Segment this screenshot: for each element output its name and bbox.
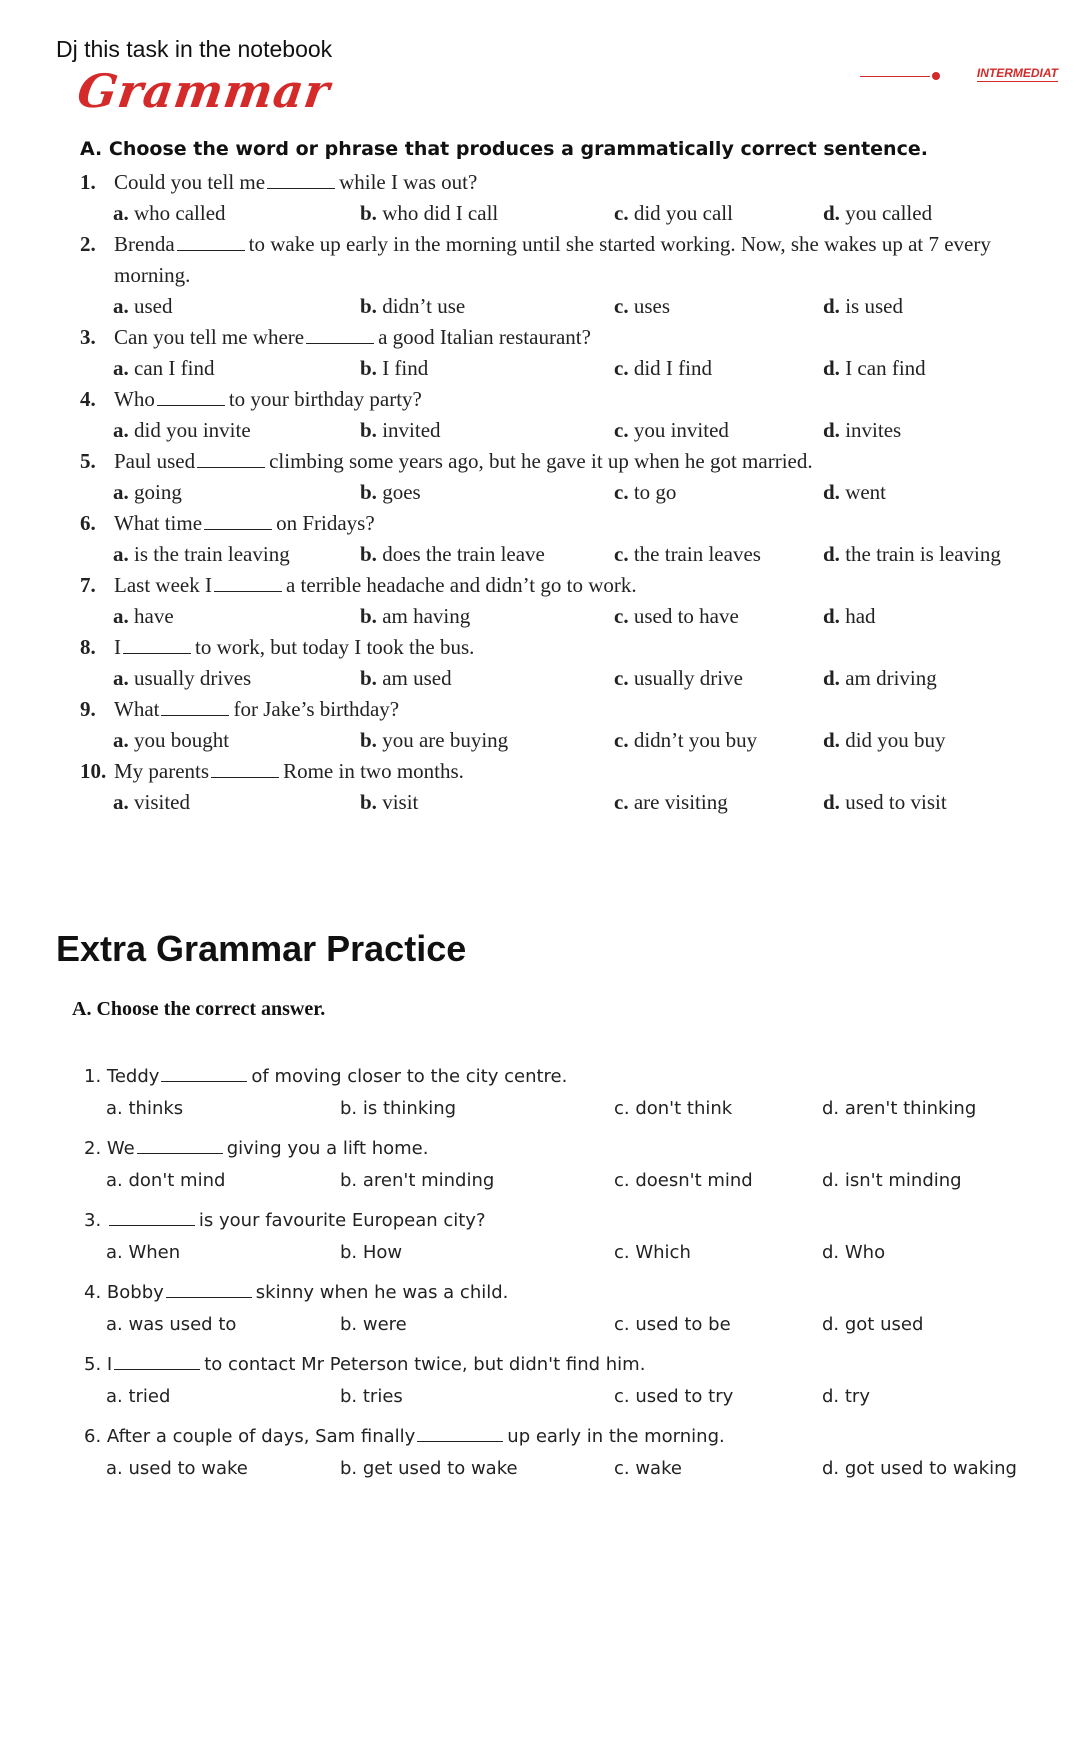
option-text: I can find <box>845 356 926 380</box>
answer-option <box>614 418 729 443</box>
option-letter: b. <box>360 418 383 442</box>
question-text-before: Could you tell me <box>114 170 266 194</box>
answer-option <box>614 604 739 629</box>
question-text-before: What time <box>114 511 203 535</box>
option-text: did you buy <box>845 728 946 752</box>
level-dot-icon <box>932 72 940 80</box>
question-text-before: I <box>106 1354 113 1375</box>
option-letter: d. <box>823 480 846 504</box>
option-letter: d. <box>823 201 846 225</box>
question-row <box>80 573 637 598</box>
answer-option <box>823 294 903 319</box>
question-text-after: for Jake’s birthday? <box>233 697 400 721</box>
option-letter: a. <box>113 480 134 504</box>
question-text-before: Bobby <box>106 1282 164 1303</box>
answer-option: d. isn't minding <box>822 1170 962 1191</box>
level-divider <box>860 76 930 77</box>
question-text-before: Teddy <box>106 1066 160 1087</box>
option-text: went <box>845 480 887 504</box>
option-text: to go <box>633 480 677 504</box>
answer-blank <box>267 187 335 189</box>
option-text: you are buying <box>382 728 509 752</box>
answer-option <box>614 294 670 319</box>
question-number: 2. <box>84 1138 107 1159</box>
option-text: the train is leaving <box>845 542 1001 566</box>
question-row <box>84 1066 567 1087</box>
option-text: did I find <box>633 356 712 380</box>
answer-option <box>614 666 743 691</box>
answer-option <box>113 480 182 505</box>
option-letter: d. <box>823 542 846 566</box>
answer-option <box>614 728 757 753</box>
option-letter: d. <box>823 666 846 690</box>
option-text: I find <box>382 356 429 380</box>
answer-option <box>360 294 465 319</box>
answer-blank <box>109 1224 195 1226</box>
answer-option <box>823 480 886 505</box>
answer-option <box>823 418 901 443</box>
answer-blank <box>197 466 265 468</box>
option-letter: b. <box>360 728 383 752</box>
option-text: didn’t use <box>382 294 466 318</box>
option-letter: d. <box>823 294 846 318</box>
answer-option <box>113 201 226 226</box>
question-number: 6. <box>80 511 96 535</box>
answer-option <box>823 666 937 691</box>
question-row <box>80 170 477 195</box>
option-letter: d. <box>823 604 846 628</box>
option-letter: a. <box>113 542 134 566</box>
option-text: am used <box>382 666 452 690</box>
answer-option <box>614 480 676 505</box>
option-letter: d. <box>823 356 846 380</box>
question-row <box>80 325 591 350</box>
answer-option: d. got used <box>822 1314 924 1335</box>
answer-blank <box>177 249 245 251</box>
option-letter: c. <box>614 294 634 318</box>
option-letter: a. <box>113 604 134 628</box>
question-number: 8. <box>80 635 96 659</box>
question-number: 5. <box>80 449 96 473</box>
option-text: going <box>134 480 182 504</box>
option-text: did you call <box>633 201 733 225</box>
question-text-after: while I was out? <box>339 170 478 194</box>
option-letter: d. <box>823 790 846 814</box>
option-letter: c. <box>614 542 634 566</box>
option-letter: d. <box>823 728 846 752</box>
answer-option <box>823 542 1001 567</box>
question-text-before: Last week I <box>114 573 212 597</box>
answer-blank <box>123 652 191 654</box>
level-label: INTERMEDIAT <box>976 66 1058 80</box>
answer-option <box>113 790 190 815</box>
question-row <box>84 1354 645 1375</box>
answer-option <box>823 790 947 815</box>
question-number: 1. <box>80 170 96 194</box>
question-text-after: giving you a lift home. <box>226 1138 429 1159</box>
answer-blank <box>157 404 225 406</box>
option-letter: c. <box>614 728 634 752</box>
question-number: 9. <box>80 697 96 721</box>
answer-option <box>360 542 545 567</box>
option-text: have <box>134 604 174 628</box>
option-text: didn’t you buy <box>633 728 758 752</box>
question-row <box>80 387 422 412</box>
option-text: visit <box>382 790 419 814</box>
answer-option: b. How <box>340 1242 403 1263</box>
question-continuation: morning. <box>114 263 191 287</box>
answer-option <box>823 604 876 629</box>
answer-option: a. was used to <box>106 1314 237 1335</box>
question-row <box>80 511 375 536</box>
option-text: am driving <box>845 666 937 690</box>
option-letter: b. <box>360 790 383 814</box>
question-text-after: of moving closer to the city centre. <box>251 1066 568 1087</box>
answer-option: c. used to be <box>614 1314 731 1335</box>
section-a-heading: A. Choose the word or phrase that produces a grammatically correct sentence. <box>80 138 928 160</box>
option-text: am having <box>382 604 471 628</box>
answer-option <box>614 201 733 226</box>
question-text-before: After a couple of days, Sam finally <box>106 1426 416 1447</box>
grammar-logo: Grammar <box>74 64 334 118</box>
question-row <box>80 232 991 257</box>
answer-option <box>113 666 251 691</box>
option-letter: a. <box>113 728 134 752</box>
question-text-before: What <box>114 697 160 721</box>
question-row <box>80 759 464 784</box>
answer-option: c. used to try <box>614 1386 734 1407</box>
option-text: the train leaves <box>633 542 761 566</box>
answer-option <box>360 356 428 381</box>
option-letter: a. <box>113 418 134 442</box>
question-text-after: is your favourite European city? <box>198 1210 486 1231</box>
option-text: used to visit <box>845 790 947 814</box>
answer-option <box>823 356 926 381</box>
answer-option: b. get used to wake <box>340 1458 518 1479</box>
question-row <box>84 1138 428 1159</box>
option-letter: b. <box>360 201 383 225</box>
question-text-after: a terrible headache and didn’t go to work. <box>285 573 637 597</box>
answer-blank <box>306 342 374 344</box>
answer-option: a. don't mind <box>106 1170 226 1191</box>
question-number: 2. <box>80 232 96 256</box>
option-letter: d. <box>823 418 846 442</box>
option-letter: c. <box>614 666 634 690</box>
question-text-after: up early in the morning. <box>507 1426 725 1447</box>
answer-option <box>360 666 452 691</box>
answer-option <box>614 542 761 567</box>
option-letter: c. <box>614 480 634 504</box>
option-letter: a. <box>113 666 134 690</box>
option-letter: b. <box>360 356 383 380</box>
answer-option: d. Who <box>822 1242 886 1263</box>
option-text: you called <box>845 201 933 225</box>
option-letter: c. <box>614 201 634 225</box>
option-text: does the train leave <box>382 542 545 566</box>
question-number: 10. <box>80 759 107 783</box>
option-text: you bought <box>134 728 230 752</box>
option-text: are visiting <box>633 790 728 814</box>
answer-blank <box>417 1440 503 1442</box>
extra-heading: A. Choose the correct answer. <box>72 998 326 1020</box>
answer-blank <box>214 590 282 592</box>
answer-option <box>823 201 932 226</box>
option-text: had <box>845 604 876 628</box>
answer-option: d. aren't thinking <box>822 1098 977 1119</box>
option-text: uses <box>633 294 670 318</box>
question-text-after: on Fridays? <box>276 511 375 535</box>
question-text-after: to contact Mr Peterson twice, but didn't find him. <box>204 1354 646 1375</box>
extra-title: Extra Grammar Practice <box>56 928 467 969</box>
answer-option: c. doesn't mind <box>614 1170 753 1191</box>
question-text-before: Paul used <box>114 449 196 473</box>
option-text: is the train leaving <box>134 542 290 566</box>
answer-option: c. wake <box>614 1458 682 1479</box>
question-text-before: My parents <box>114 759 210 783</box>
question-text-after: a good Italian restaurant? <box>378 325 591 349</box>
answer-option: b. aren't minding <box>340 1170 495 1191</box>
question-number: 4. <box>80 387 96 411</box>
answer-option: b. were <box>340 1314 407 1335</box>
option-letter: c. <box>614 356 634 380</box>
option-letter: b. <box>360 604 383 628</box>
question-number: 7. <box>80 573 96 597</box>
answer-blank <box>161 714 229 716</box>
question-number: 3. <box>80 325 96 349</box>
question-row <box>84 1426 725 1447</box>
option-text: invited <box>382 418 441 442</box>
question-number: 3. <box>84 1210 107 1231</box>
answer-option: c. don't think <box>614 1098 733 1119</box>
option-text: goes <box>382 480 421 504</box>
answer-option: a. used to wake <box>106 1458 248 1479</box>
answer-option <box>823 728 946 753</box>
question-text-before: Can you tell me where <box>114 325 305 349</box>
answer-option: a. tried <box>106 1386 171 1407</box>
question-text-after: to work, but today I took the bus. <box>195 635 475 659</box>
option-text: you invited <box>633 418 729 442</box>
answer-option <box>360 604 470 629</box>
option-letter: b. <box>360 542 383 566</box>
answer-blank <box>204 528 272 530</box>
question-row <box>80 449 813 474</box>
answer-option <box>113 542 290 567</box>
option-text: is used <box>845 294 903 318</box>
answer-option <box>360 480 421 505</box>
answer-option <box>113 728 229 753</box>
answer-option <box>360 201 498 226</box>
question-text-after: to wake up early in the morning until she started working. Now, she wakes up at 7 every <box>248 232 991 256</box>
option-text: used to have <box>633 604 739 628</box>
option-text: used <box>134 294 173 318</box>
option-text: visited <box>134 790 190 814</box>
question-row <box>80 697 399 722</box>
question-text-before: Who <box>114 387 155 411</box>
question-row <box>84 1210 486 1231</box>
answer-option <box>360 728 508 753</box>
question-text-after: climbing some years ago, but he gave it up when he got married. <box>269 449 813 473</box>
question-number: 6. <box>84 1426 107 1447</box>
option-text: can I find <box>134 356 215 380</box>
answer-option <box>614 790 728 815</box>
option-letter: b. <box>360 480 383 504</box>
answer-option <box>113 604 174 629</box>
answer-option: b. tries <box>340 1386 403 1407</box>
answer-option: c. Which <box>614 1242 691 1263</box>
option-letter: b. <box>360 666 383 690</box>
option-letter: a. <box>113 201 134 225</box>
option-letter: c. <box>614 604 634 628</box>
question-number: 4. <box>84 1282 107 1303</box>
question-row <box>80 635 474 660</box>
answer-option <box>113 418 251 443</box>
question-text-after: Rome in two months. <box>283 759 464 783</box>
answer-option <box>113 294 173 319</box>
answer-option: a. When <box>106 1242 181 1263</box>
option-text: did you invite <box>134 418 251 442</box>
question-text-after: to your birthday party? <box>228 387 422 411</box>
answer-option: d. try <box>822 1386 870 1407</box>
answer-blank <box>166 1296 252 1298</box>
option-text: usually drives <box>134 666 252 690</box>
option-text: invites <box>845 418 902 442</box>
option-letter: c. <box>614 790 634 814</box>
question-number: 1. <box>84 1066 107 1087</box>
task-note: Dj this task in the notebook <box>56 36 333 62</box>
option-letter: c. <box>614 418 634 442</box>
answer-option: b. is thinking <box>340 1098 457 1119</box>
option-letter: b. <box>360 294 383 318</box>
question-text-after: skinny when he was a child. <box>255 1282 509 1303</box>
option-text: who called <box>134 201 226 225</box>
answer-option <box>360 790 418 815</box>
option-letter: a. <box>113 790 134 814</box>
answer-blank <box>114 1368 200 1370</box>
answer-blank <box>211 776 279 778</box>
option-text: who did I call <box>382 201 499 225</box>
answer-option <box>360 418 441 443</box>
answer-blank <box>137 1152 223 1154</box>
question-text-before: We <box>106 1138 135 1159</box>
answer-option: a. thinks <box>106 1098 184 1119</box>
option-text: usually drive <box>633 666 743 690</box>
answer-option <box>113 356 214 381</box>
question-number: 5. <box>84 1354 107 1375</box>
question-text-before: Brenda <box>114 232 175 256</box>
question-row <box>84 1282 508 1303</box>
question-text-before: I <box>114 635 121 659</box>
option-letter: a. <box>113 356 134 380</box>
option-letter: a. <box>113 294 134 318</box>
answer-option: d. got used to waking <box>822 1458 1017 1479</box>
answer-blank <box>161 1080 247 1082</box>
answer-option <box>614 356 712 381</box>
